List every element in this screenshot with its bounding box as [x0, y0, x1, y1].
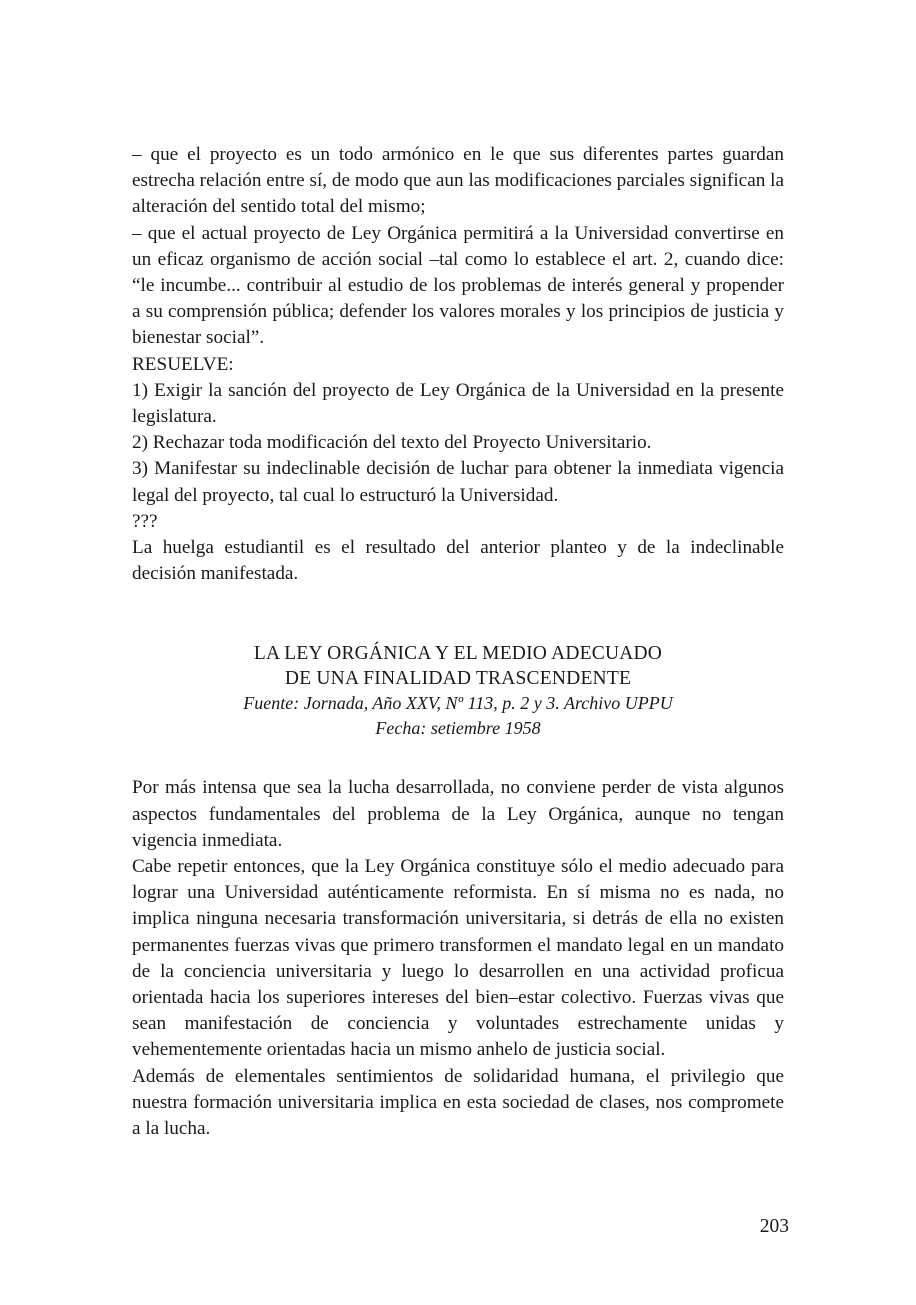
heading-title-line-2: DE UNA FINALIDAD TRASCENDENTE: [284, 668, 632, 690]
paragraph: Además de elementales sentimientos de solidaridad humana, el privilegio que nuestra formación universitaria implica en esta sociedad de clases, nos compromete a la lucha.: [132, 1065, 784, 1140]
paragraph: Cabe repetir entonces, que la Ley Orgánica constituye sólo el medio adecuado para lograr una Universidad auténticamente reformista. En sí misma no es nada, no implica ninguna necesaria transformación universitaria, si detrás de ella no existen permanentes fuerzas vivas que primero transformen el mandato legal en un mandato de la conciencia universitaria y luego lo desarrollen en una actividad proficua orientada hacia los superiores intereses del bien–estar colectivo. Fuerzas vivas que sean manifestación de conciencia y voluntades estrechamente unidas y vehementemente orientadas hacia un mismo anhelo de justicia social.: [132, 856, 784, 1061]
text-block-resolution: [132, 142, 784, 587]
section-heading: [132, 641, 784, 741]
paragraph: – que el proyecto es un todo armónico en le que sus diferentes partes guardan estrecha relación entre sí, de modo que aun las modificaciones parciales significan la alteración del sentido total del mismo;: [132, 144, 784, 218]
heading-source: Fuente: Jornada, Año XXV, Nº 113, p. 2 y 3. Archivo UPPU: [243, 693, 673, 714]
separator-marks: ???: [132, 510, 158, 532]
resuelve-label: RESUELVE:: [132, 353, 234, 375]
paragraph: – que el actual proyecto de Ley Orgánica permitirá a la Universidad convertirse en un eficaz organismo de acción social –tal como lo establece el art. 2, cuando dice: “le incumbe... contribuir al estudio de los problemas de interés general y propender a su comprensión pública; defender los valores morales y los principios de justicia y bienestar social”.: [132, 222, 784, 349]
text-block-article: [132, 775, 784, 1142]
page-number: 203: [759, 1216, 789, 1237]
heading-date: Fecha: setiembre 1958: [375, 718, 541, 739]
paragraph: La huelga estudiantil es el resultado del anterior planteo y de la indeclinable decisión manifestada.: [132, 537, 784, 585]
resolution-item-1: 1) Exigir la sanción del proyecto de Ley Orgánica de la Universidad en la presente legislatura.: [132, 379, 784, 428]
page-body: [132, 142, 784, 1142]
resolution-item-3: 3) Manifestar su indeclinable decisión de luchar para obtener la inmediata vigencia legal del proyecto, tal cual lo estructuró la Universidad.: [132, 458, 784, 506]
paragraph: Por más intensa que sea la lucha desarrollada, no conviene perder de vista algunos aspectos fundamentales del problema de la Ley Orgánica, aunque no tengan vigencia inmediata.: [132, 777, 784, 851]
heading-title-line-1: LA LEY ORGÁNICA Y EL MEDIO ADECUADO: [253, 643, 663, 665]
resolution-item-2: 2) Rechazar toda modificación del texto del Proyecto Universitario.: [132, 432, 652, 454]
